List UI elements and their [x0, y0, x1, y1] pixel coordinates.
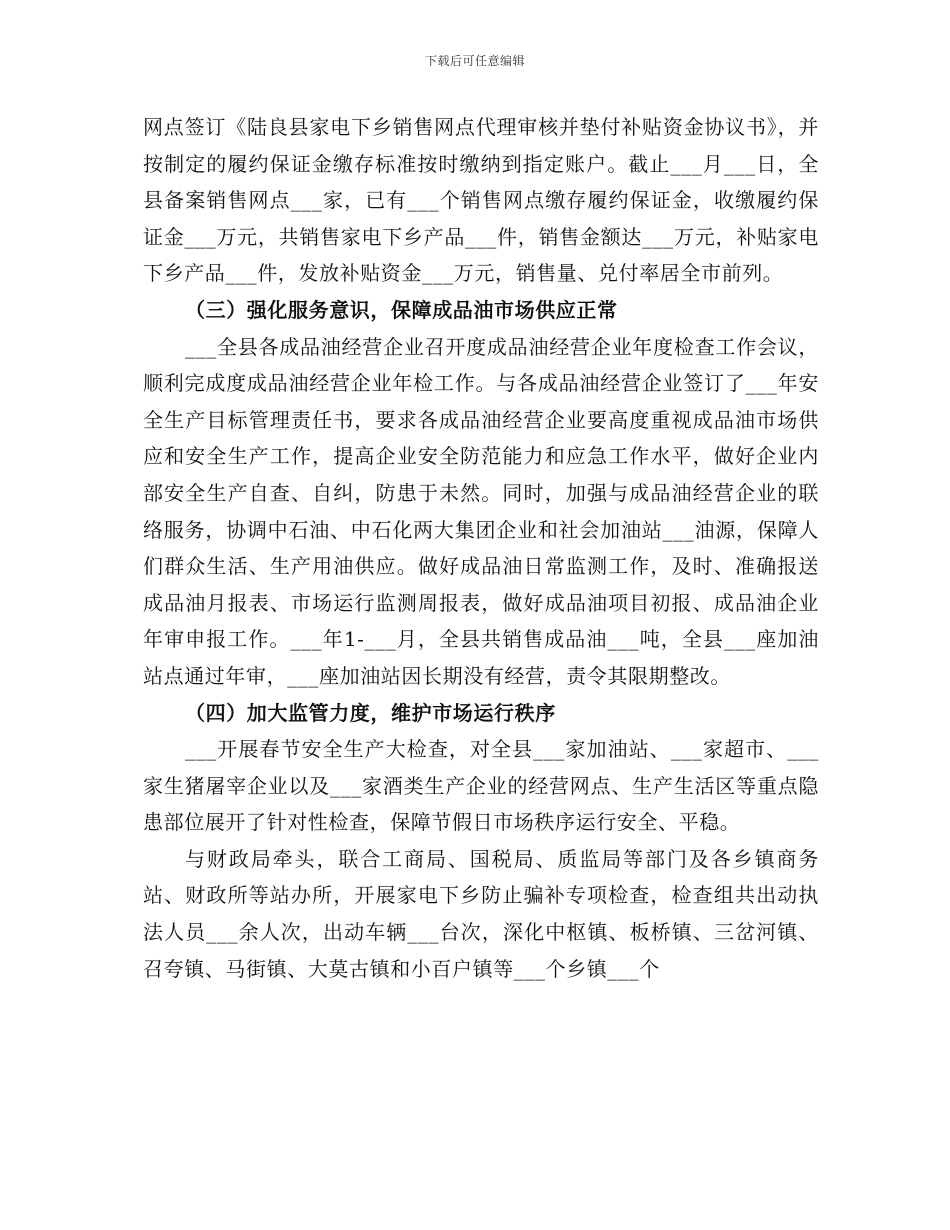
paragraph-safety-inspection: ___开展春节安全生产大检查，对全县___家加油站、___家超市、___家生猪屠宰企业以及___家酒类生产企业的经营网点、生产生活区等重点隐患部位展开了针对性检查，保障节假日市场秩序运行安全、平稳。	[143, 737, 819, 835]
paragraph-anti-fraud-inspection: 与财政局牵头，联合工商局、国税局、质监局等部门及各乡镇商务站、财政所等站办所，开展家电下乡防止骗补专项检查，检查组共出动执法人员___余人次，出动车辆___台次，深化中枢镇、板桥镇、三岔河镇、召夸镇、马街镇、大莫古镇和小百户镇等___个乡镇___个	[143, 846, 819, 981]
document-body	[143, 109, 819, 987]
section-heading-4: （四）加大监管力度，维护市场运行秩序	[185, 700, 556, 725]
section-heading-3: （三）强化服务意识，保障成品油市场供应正常	[185, 297, 618, 322]
paragraph-home-appliance-network: 网点签订《陆良县家电下乡销售网点代理审核并垫付补贴资金协议书》，并按制定的履约保证金缴存标准按时缴纳到指定账户。截止___月___日，全县备案销售网点___家，已有___个销售网点缴存履约保证金，收缴履约保证金___万元，共销售家电下乡产品___件，销售金额达___万元，补贴家电下乡产品___件，发放补贴资金___万元，销售量、兑付率居全市前列。	[143, 115, 819, 286]
header-note: 下载后可任意编辑	[424, 54, 525, 68]
paragraph-oil-supply: ___全县各成品油经营企业召开度成品油经营企业年度检查工作会议，顺利完成度成品油经营企业年检工作。与各成品油经营企业签订了___年安全生产目标管理责任书，要求各成品油经营企业要高度重视成品油市场供应和安全生产工作，提高企业安全防范能力和应急工作水平，做好企业内部安全生产自查、自纠，防患于未然。同时，加强与成品油经营企业的联络服务，协调中石油、中石化两大集团企业和社会加油站___油源，保障人们群众生活、生产用油供应。做好成品油日常监测工作，及时、准确报送成品油月报表、市场运行监测周报表，做好成品油项目初报、成品油企业年审申报工作。___年1-___月，全县共销售成品油___吨，全县___座加油站点通过年审，___座加油站因长期没有经营，责令其限期整改。	[143, 334, 819, 688]
